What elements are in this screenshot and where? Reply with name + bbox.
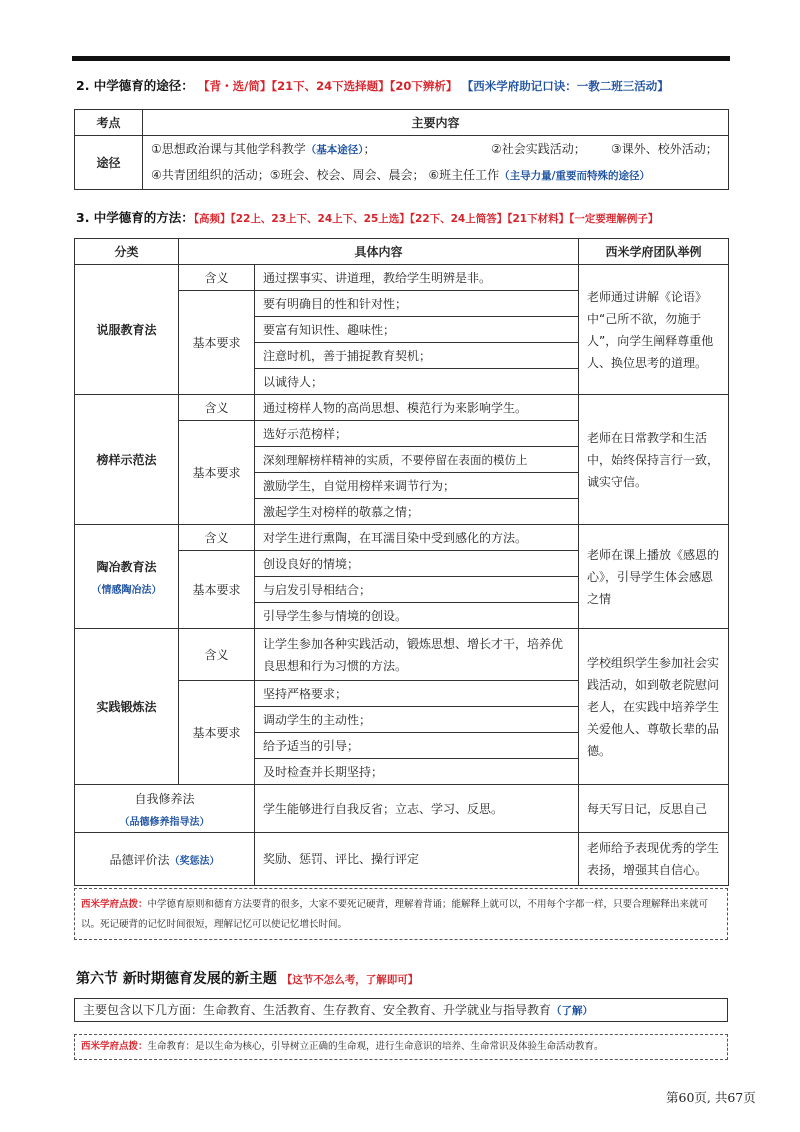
method-definition: 对学生进行熏陶，在耳濡目染中受到感化的方法。 [255,525,579,551]
header-category: 分类 [75,239,179,265]
section-6-title: 第六节 新时期德育发展的新主题 [76,971,277,987]
section-3-heading [76,208,658,226]
method-row [75,833,729,886]
method-content: 奖励、惩罚、评比、操行评定 [255,833,579,886]
requirement-item: 以诚待人； [255,369,579,395]
method-example: 学校组织学生参加社会实践活动，如到敬老院慰问老人，在实践中培养学生关爱他人、尊敬长辈的品德。 [579,629,729,785]
requirement-item: 给予适当的引导； [255,733,579,759]
section-3-title: 3. 中学德育的方法： [76,210,194,225]
section-6-heading [76,968,418,988]
tip-text: 中学德育原则和德育方法要背的很多，大家不要死记硬背，理解着背诵；能解释上就可以，不用每个字都一样，只要合理解释出来就可以。死记硬背的记忆时间很短，理解记忆可以使记忆增长时间。 [81,899,709,930]
requirement-item: 注意时机，善于捕捉教育契机； [255,343,579,369]
pathway-content [143,136,729,190]
method-name-evaluation: 品德评价法（奖惩法） [75,833,255,886]
section-2-title: 2. 中学德育的途径： [76,78,194,93]
tip-label: 西米学府点拨： [81,899,148,910]
requirement-item: 深刻理解榜样精神的实质，不要停留在表面的模仿上 [255,447,579,473]
top-rule [72,56,730,61]
method-example: 老师在日常教学和生活中，始终保持言行一致，诚实守信。 [579,395,729,525]
method-row [75,629,729,681]
method-row [75,785,729,833]
meaning-label: 含义 [179,265,255,291]
method-name-cultivation: 陶冶教育法 （情感陶冶法） [75,525,179,629]
meaning-label: 含义 [179,525,255,551]
method-definition: 通过摆事实、讲道理，教给学生明辨是非。 [255,265,579,291]
row-label-pathway: 途径 [75,136,143,190]
section-2-tags: 【背・选/简】【21下、24下选择题】【20下辨析】 [198,79,458,93]
requirement-item: 创设良好的情境； [255,551,579,577]
basic-requirements-label: 基本要求 [179,551,255,629]
section-3-tags: 【高频】【22上、23上下、24上下、25上选】【22下、24上简答】【21下材料】【一定要理解例子】 [193,213,659,225]
method-example: 老师通过讲解《论语》中“己所不欲，勿施于人”，向学生阐释尊重他人、换位思考的道理。 [579,265,729,395]
tip-box-2 [74,1034,728,1060]
method-name-role-model: 榜样示范法 [75,395,179,525]
method-example: 老师在课上播放《感恩的心》，引导学生体会感恩之情 [579,525,729,629]
method-row [75,265,729,291]
tip-label: 西米学府点拨： [81,1041,148,1052]
meaning-label: 含义 [179,629,255,681]
requirement-item: 及时检查并长期坚持； [255,759,579,785]
header-example: 西米学府团队举例 [579,239,729,265]
tip-box-1 [74,888,728,940]
method-example: 老师给予表现优秀的学生表扬，增强其自信心。 [579,833,729,886]
pathway-line-2: ④共青团组织的活动；⑤班会、校会、周会、晨会； ⑥班主任工作（主导力量/重要而特殊的途径） [151,167,650,182]
method-name-practice: 实践锻炼法 [75,629,179,785]
header-main-content: 主要内容 [143,110,729,136]
section-6-tag: 【这节不怎么考，了解即可】 [281,974,419,986]
pathway-table [74,109,729,190]
method-example: 每天写日记，反思自己 [579,785,729,833]
section-2-mnemonic: 【西米学府助记口诀：一教二班三活动】 [461,79,669,93]
requirement-item: 激起学生对榜样的敬慕之情； [255,499,579,525]
requirement-item: 激励学生，自觉用榜样来调节行为； [255,473,579,499]
method-row [75,395,729,421]
method-definition: 让学生参加各种实践活动，锻炼思想、增长才干，培养优良思想和行为习惯的方法。 [255,629,579,681]
header-content: 具体内容 [179,239,579,265]
requirement-item: 选好示范榜样； [255,421,579,447]
basic-requirements-label: 基本要求 [179,291,255,395]
header-topic: 考点 [75,110,143,136]
section-2-heading [76,76,669,94]
requirement-item: 引导学生参与情境的创设。 [255,603,579,629]
requirement-item: 要有明确目的性和针对性； [255,291,579,317]
method-definition: 通过榜样人物的高尚思想、模范行为来影响学生。 [255,395,579,421]
requirement-item: 要富有知识性、趣味性； [255,317,579,343]
tip-text: 生命教育：是以生命为核心，引导树立正确的生命观，进行生命意识的培养、生命常识及体验生命活动教育。 [147,1041,604,1052]
requirement-item: 坚持严格要求； [255,681,579,707]
meaning-label: 含义 [179,395,255,421]
requirement-item: 与启发引导相结合； [255,577,579,603]
page-number: 第60页, 共67页 [666,1090,756,1105]
method-name-persuasion: 说服教育法 [75,265,179,395]
basic-requirements-label: 基本要求 [179,421,255,525]
method-content: 学生能够进行自我反省；立志、学习、反思。 [255,785,579,833]
requirement-item: 调动学生的主动性； [255,707,579,733]
basic-requirements-label: 基本要求 [179,681,255,785]
section-6-content: 主要包含以下几方面：生命教育、生活教育、生存教育、安全教育、升学就业与指导教育（了解） [74,998,728,1022]
method-row [75,525,729,551]
method-name-self-cultivation: 自我修养法 （品德修养指导法） [75,785,255,833]
methods-table [74,238,729,886]
pathway-line-1: ①思想政治课与其他学科教学（基本途径）； ②社会实践活动； ③课外、校外活动； [151,141,718,156]
